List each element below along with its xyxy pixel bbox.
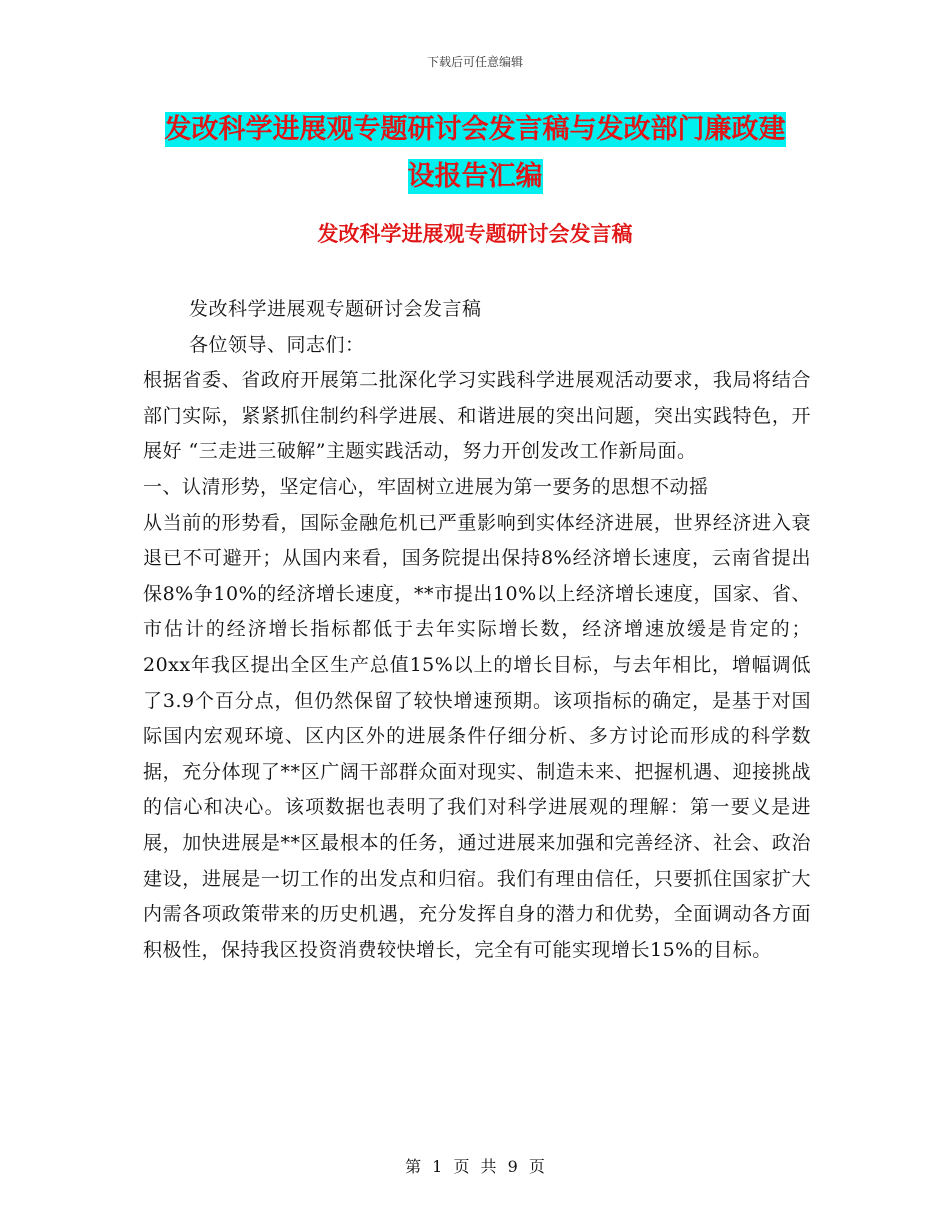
- section-title: 发改科学进展观专题研讨会发言稿: [317, 222, 633, 246]
- page-footer: 第 1 页 共 9 页: [405, 1157, 545, 1176]
- document-body: [143, 292, 811, 968]
- section-heading: 一、认清形势，坚定信心，牢固树立进展为第一要务的思想不动摇: [143, 475, 709, 498]
- paragraph-intro: 根据省委、省政府开展第二批深化学习实践科学进展观活动要求，我局将结合部门实际，紧紧抓住制约科学进展、和谐进展的突出问题，突出实践特色，开展好 “三走进三破解”主题实践活动，努力开创发改工作新局面。: [143, 369, 811, 463]
- title-line-1: 发改科学进展观专题研讨会发言稿与发改部门廉政建: [164, 114, 786, 145]
- paragraph-salutation: 各位领导、同志们：: [189, 333, 365, 356]
- title-line-2: 设报告汇编: [407, 161, 543, 192]
- paragraph-speech-title: 发改科学进展观专题研讨会发言稿: [189, 298, 482, 320]
- page-header: 下载后可任意编辑: [426, 55, 523, 69]
- paragraph-body: 从当前的形势看，国际金融危机已严重影响到实体经济进展，世界经济进入衰退已不可避开；从国内来看，国务院提出保持8%经济增长速度，云南省提出保8%争10%的经济增长速度，**市提出10%以上经济增长速度，国家、省、市估计的经济增长指标都低于去年实际增长数，经济增速放缓是肯定的；20xx年我区提出全区生产总值15%以上的增长目标，与去年相比，增幅调低了3.9个百分点，但仍然保留了较快增速预期。该项指标的确定，是基于对国际国内宏观环境、区内区外的进展条件仔细分析、多方讨论而形成的科学数据，充分体现了**区广阔干部群众面对现实、制造未来、把握机遇、迎接挑战的信心和决心。该项数据也表明了我们对科学进展观的理解：第一要义是进展，加快进展是**区最根本的任务，通过进展来加强和完善经济、社会、政治建设，进展是一切工作的出发点和归宿。我们有理由信任，只要抓住国家扩大内需各项政策带来的历史机遇，充分发挥自身的潜力和优势，全面调动各方面积极性，保持我区投资消费较快增长，完全有可能实现增长15%的目标。: [143, 511, 811, 961]
- document-title: [140, 106, 810, 200]
